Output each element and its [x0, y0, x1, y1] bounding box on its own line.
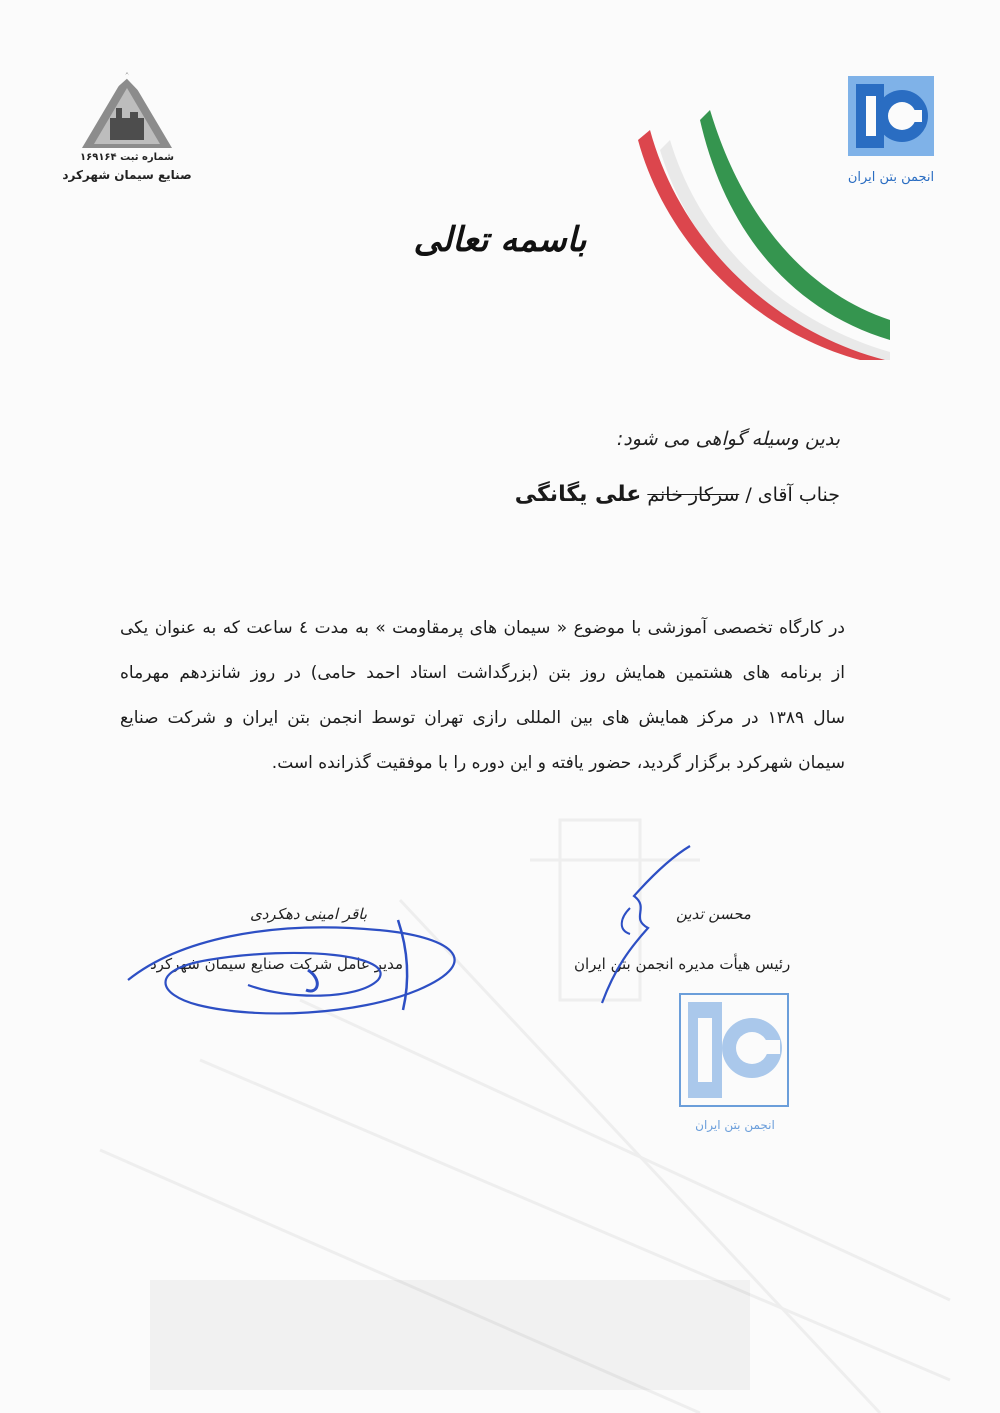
- page-heading: باسمه تعالی: [413, 220, 587, 260]
- certificate-body: [120, 606, 845, 786]
- honorific-prefix: جناب آقای /: [745, 484, 840, 506]
- left-signatory-title: مدیر عامل شرکت صنایع سیمان شهرکرد: [150, 955, 404, 973]
- body-line: سیمان شهرکرد برگزار گردید، حضور یافته و این دوره را با موفقیت گذرانده است.: [271, 753, 845, 773]
- body-line: در کارگاه تخصصی آموزشی با موضوع « سیمان های پرمقاومت » به مدت ٤ ساعت که به عنوان یکی: [120, 618, 845, 638]
- recipient-line: [515, 482, 840, 507]
- recipient-name: علی یگانگی: [514, 482, 642, 507]
- body-line: از برنامه های هشتمین همایش روز بتن (بزرگداشت استاد احمد حامی) در روز شانزدهم مهرماه: [120, 663, 845, 683]
- right-signatory-name: محسن تدین: [676, 905, 751, 923]
- left-signature-scribble: [118, 900, 488, 1030]
- association-stamp: [670, 990, 800, 1150]
- stamp-text: انجمن بتن ایران: [695, 1118, 775, 1132]
- honorific-struck: سرکار خانم: [647, 484, 740, 506]
- certification-line: بدین وسیله گواهی می شود:: [616, 428, 840, 450]
- cement-registration-number: شماره ثبت ۱۶۹۱۶۴: [80, 152, 174, 163]
- concrete-association-name: انجمن بتن ایران: [847, 170, 935, 185]
- cement-company-logo: [62, 70, 192, 190]
- body-line: سال ۱۳۸۹ در مرکز همایش های بین المللی رازی تهران توسط انجمن بتن ایران و شرکت صنایع: [120, 708, 845, 728]
- left-signatory-name: باقر امینی دهکردی: [250, 905, 368, 923]
- cement-company-name: صنایع سیمان شهرکرد: [62, 168, 192, 182]
- concrete-association-logo: [836, 72, 946, 192]
- right-signatory-title: رئیس هیأت مدیره انجمن بتن ایران: [574, 955, 791, 973]
